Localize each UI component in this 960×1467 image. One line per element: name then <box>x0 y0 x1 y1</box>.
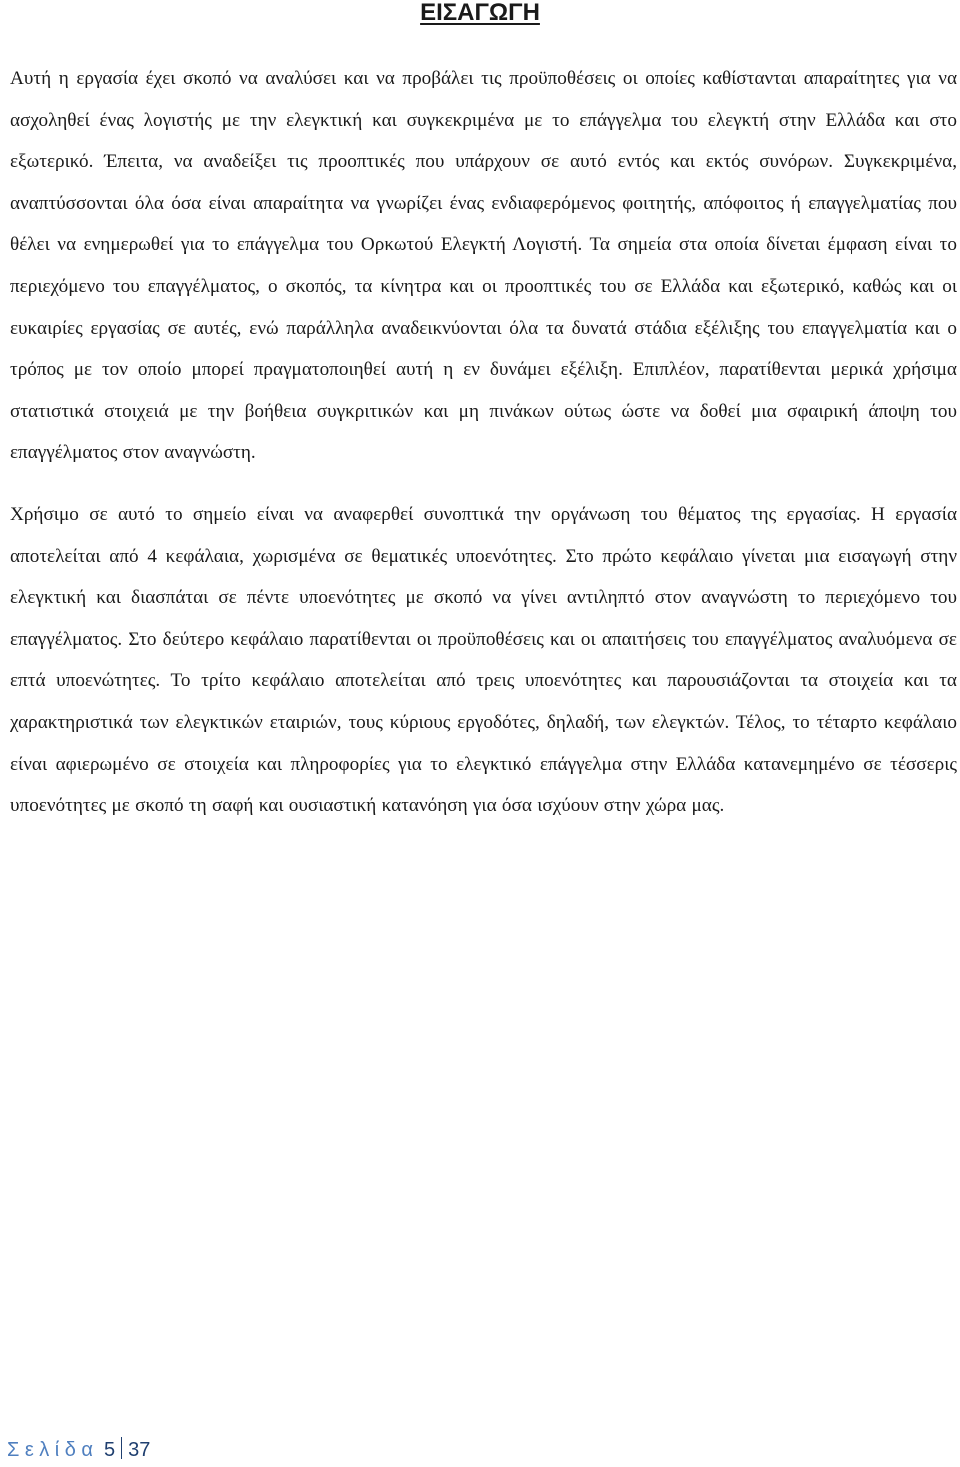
footer-total-pages: 37 <box>128 1439 151 1461</box>
footer-page-label: Σελίδα <box>7 1439 99 1461</box>
paragraph-thesis-structure: Χρήσιμο σε αυτό το σημείο είναι να αναφερθεί συνοπτικά την οργάνωση του θέματος της εργασίας. Η εργασία αποτελείται από 4 κεφάλαια, χωρισμένα σε θεματικές υποενότητες. Στο πρώτο κεφάλαιο γίνεται μια εισαγωγή στην ελεγκτική και διασπάται σε πέντε υποενότητες με σκοπό να γίνει αντιληπτό στον αναγνώστη το περιεχόμενο του επαγγέλματος. Στο δεύτερο κεφάλαιο παρατίθενται οι προϋποθέσεις και οι απαιτήσεις του επαγγέλματος αναλυόμενα σε επτά υποενώτητες. Το τρίτο κεφάλαιο αποτελείται από τρεις υποενότητες και παρουσιάζονται τα στοιχεία και τα χαρακτηριστικά των ελεγκτικών εταιριών, τους κύριους εργοδότες, δηλαδή, των ελεγκτών. Τέλος, το τέταρτο κεφάλαιο είναι αφιερωμένο σε στοιχεία και πληροφορίες για το ελεγκτικό επάγγελμα στην Ελλάδα κατανεμημένο σε τέσσερις υποενότητες με σκοπό τη σαφή και ουσιαστική κατανόηση για όσα ισχύουν στην χώρα μας. <box>10 503 957 817</box>
footer-page-number: 5 <box>103 1439 116 1461</box>
footer-divider <box>121 1437 122 1459</box>
page-title: ΕΙΣΑΓΩΓΗ <box>420 0 540 26</box>
paragraph-introduction-purpose: Αυτή η εργασία έχει σκοπό να αναλύσει και να προβάλει τις προϋποθέσεις οι οποίες καθίστανται απαραίτητες για να ασχοληθεί ένας λογιστής με την ελεγκτική και συγκεκριμένα με το επάγγελμα του ελεγκτή στην Ελλάδα και στο εξωτερικό. Έπειτα, να αναδείξει τις προοπτικές που υπάρχουν σε αυτό εντός και εκτός συνόρων. Συγκεκριμένα, αναπτύσσονται όλα όσα είναι απαραίτητα να γνωρίζει ένας ενδιαφερόμενος φοιτητής, απόφοιτος ή επαγγελματίας που θέλει να ενημερωθεί για το επάγγελμα του Ορκωτού Ελεγκτή Λογιστή. Τα σημεία στα οποία δίνεται έμφαση είναι το περιεχόμενο του επαγγέλματος, ο σκοπός, τα κίνητρα και οι προοπτικές του σε Ελλάδα και εξωτερικό, καθώς και οι ευκαιρίες εργασίας σε αυτές, ενώ παράλληλα αναδεικνύονται όλα τα δυνατά στάδια εξέλιξης του επαγγελματία και ο τρόπος με τον οποίο μπορεί πραγματοποιηθεί αυτή η εν δυνάμει εξέλιξη. Επιπλέον, παρατίθενται μερικά χρήσιμα στατιστικά στοιχειά με την βοήθεια συγκριτικών και μη πινάκων ούτως ώστε να δοθεί μια σφαιρική άποψη του επαγγέλματος στον αναγνώστη. <box>10 68 957 464</box>
document-body <box>10 58 957 827</box>
page-footer <box>7 1436 150 1466</box>
